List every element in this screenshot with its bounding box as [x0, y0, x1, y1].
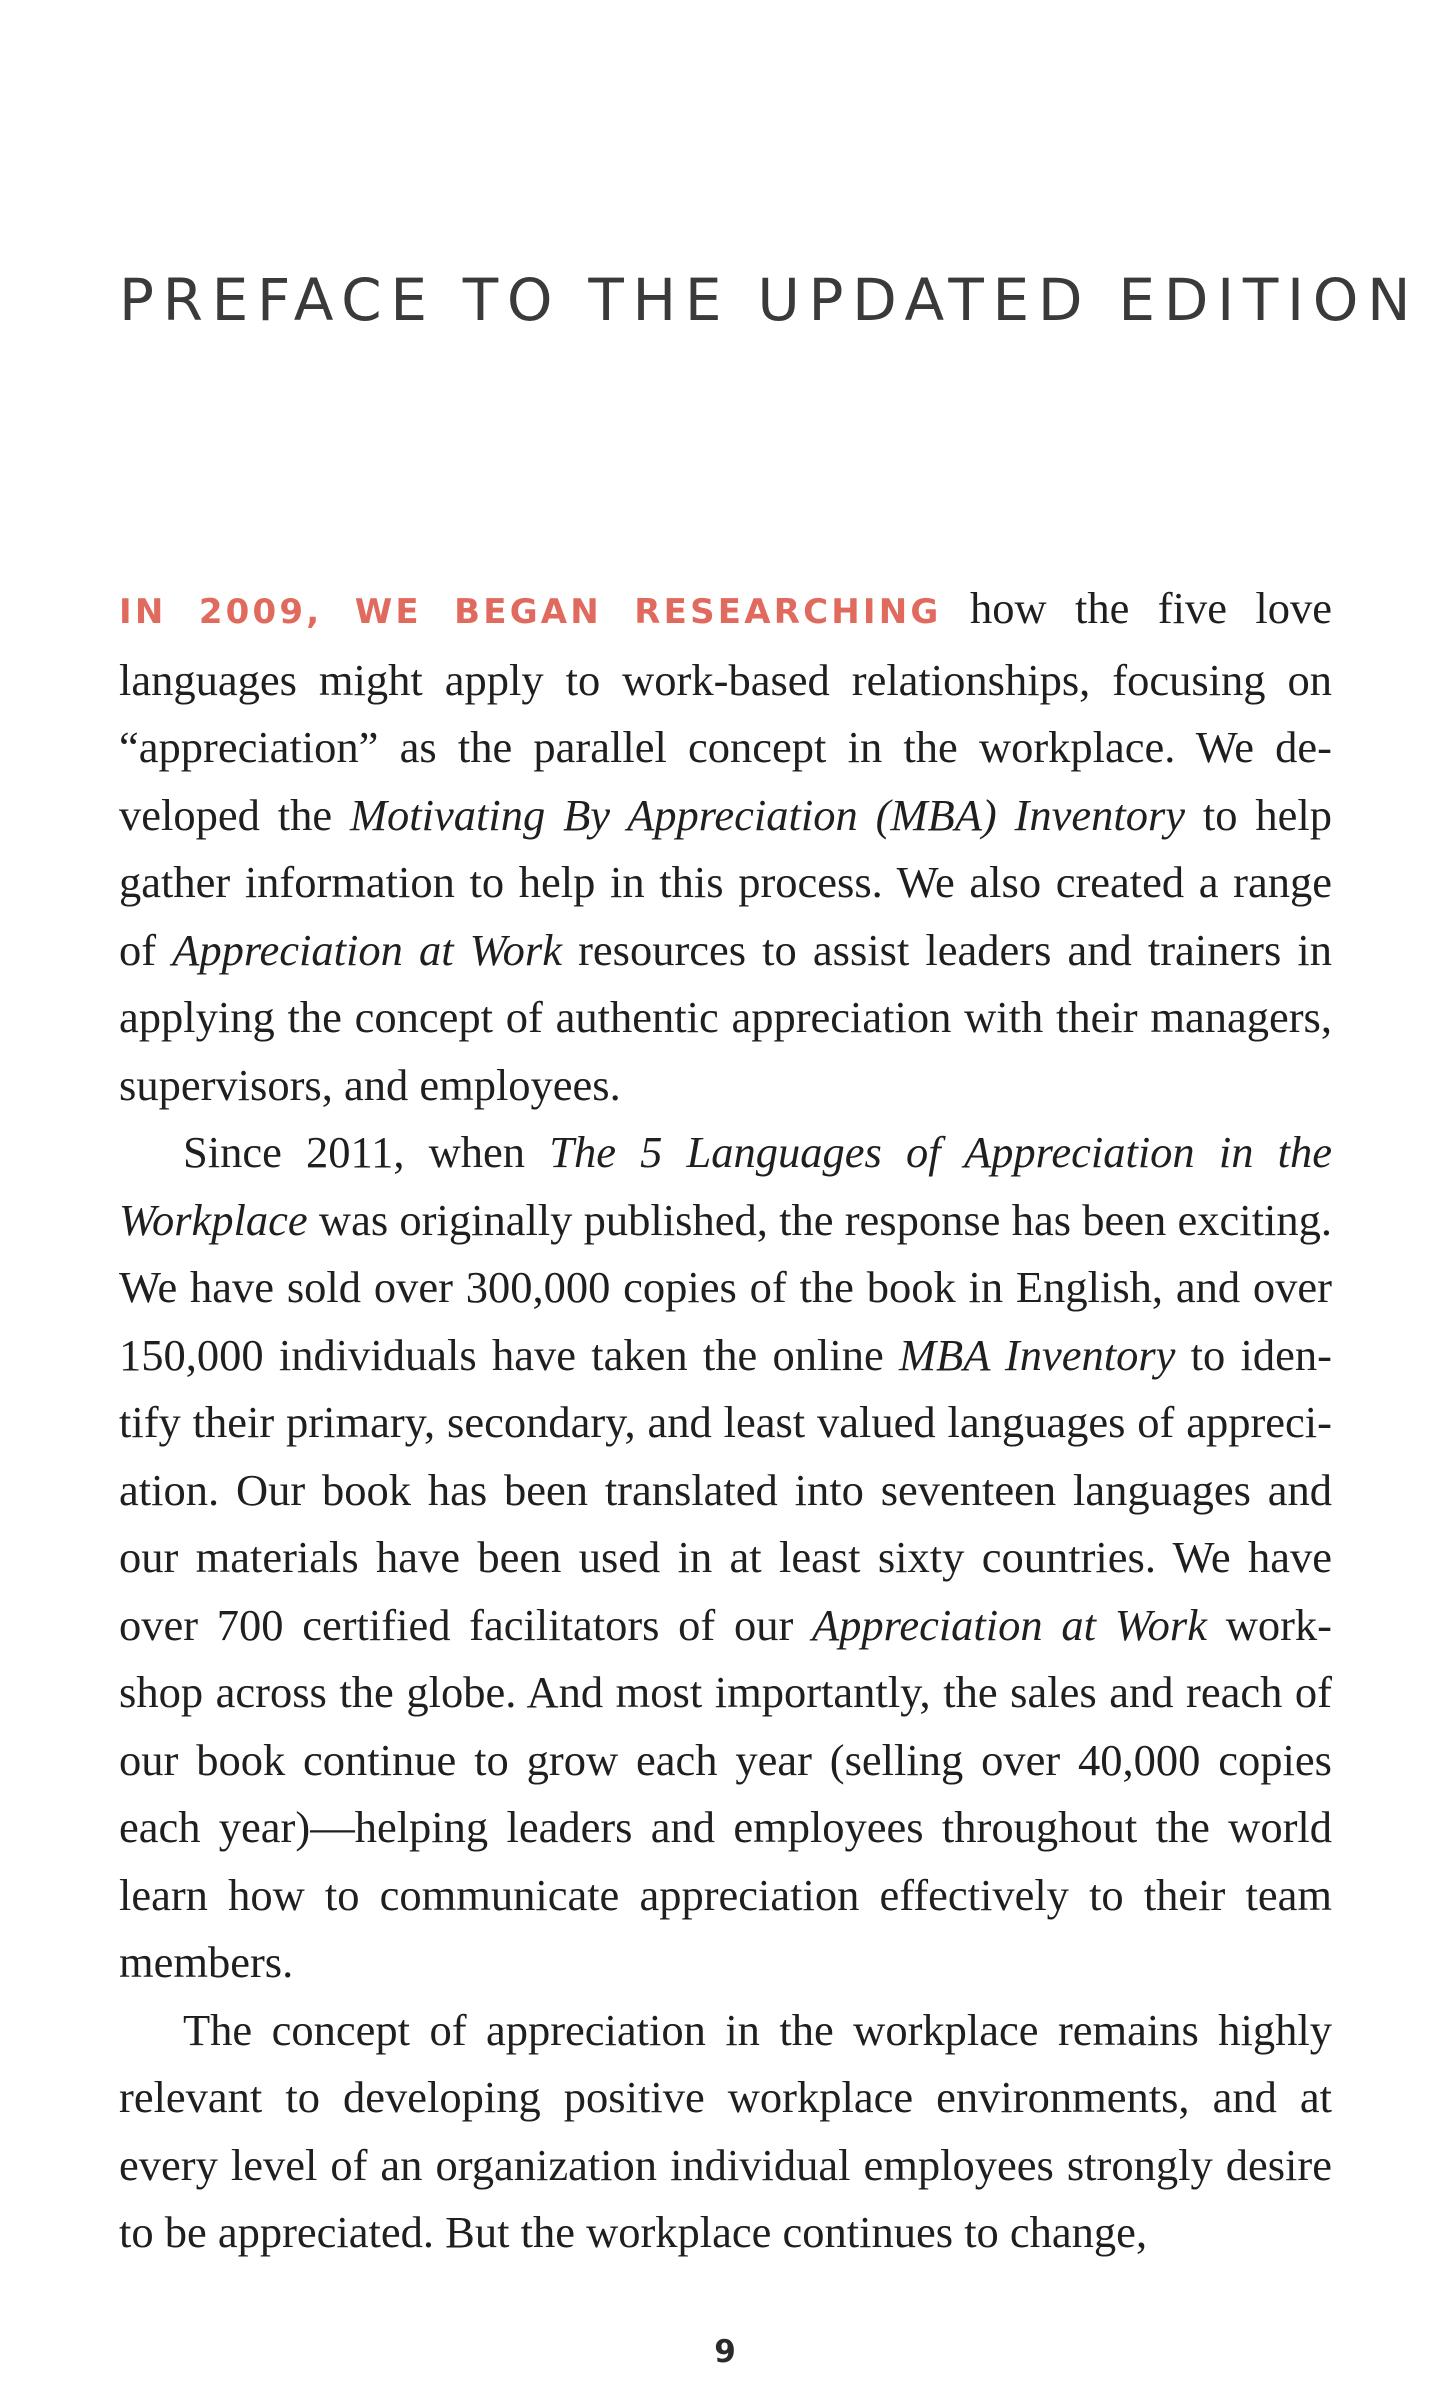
title-mba-inventory: Motivating By Appreciation (MBA) Inventory [349, 789, 1186, 840]
paragraph-3-text: The concept of appreciation in the workplace remains highly relevant to developing positive workplace environments, and at every level of an organization individual employees strongly desire to be appreciated. But the workplace continues to change, [119, 2004, 1332, 2257]
paragraph-2-text-b: was originally published, the response has been exciting. We have sold over 300,000 copies of the book in English, and over 150,000 individuals have taken the online [119, 1194, 1332, 1380]
chapter-heading: PREFACE TO THE UPDATED EDITION [119, 266, 1420, 334]
paragraph-3 [119, 1997, 1332, 2267]
lead-in-text: IN 2009, WE BEGAN RESEARCHING [119, 592, 942, 632]
page-number: 9 [714, 2334, 736, 2370]
paragraph-1 [119, 575, 1332, 1119]
paragraph-2-text-c: to identify their primary, secondary, and least valued languages of appreciation. Our book has been translated into seventeen languages and our materials have been used in at least sixty countries. We have over 700 certified facilitators of our [119, 1329, 1332, 1650]
title-book: The 5 Languages of Appreciation in the Workplace [119, 1127, 1332, 1245]
paragraph-2-text-d: workshop across the globe. And most importantly, the sales and reach of our book continue to grow each year (selling over 40,000 copies each year)—helping leaders and employees throughout the world learn how to communicate appreciation effectively to their team members. [119, 1599, 1332, 1987]
paragraph-2-text-a: Since 2011, when [183, 1127, 550, 1177]
paragraph-1-text-b: to help gather information to help in this process. We also created a range of [119, 789, 1333, 975]
paragraph-1-text-c: resources to assist leaders and trainers in applying the concept of authentic appreciation with their managers, supervisors, and employees. [119, 924, 1332, 1110]
title-appreciation-at-work-workshop: Appreciation at Work [811, 1599, 1207, 1650]
paragraph-2 [119, 1119, 1332, 1997]
paragraph-1-text-a: how the five love languages might apply to work-based relationships, focusing on “appreciation” as the parallel concept in the workplace. We developed the [119, 583, 1332, 840]
title-appreciation-at-work: Appreciation at Work [172, 924, 562, 975]
title-mba-inventory-short: MBA Inventory [898, 1329, 1176, 1380]
body-text [119, 575, 1332, 2267]
